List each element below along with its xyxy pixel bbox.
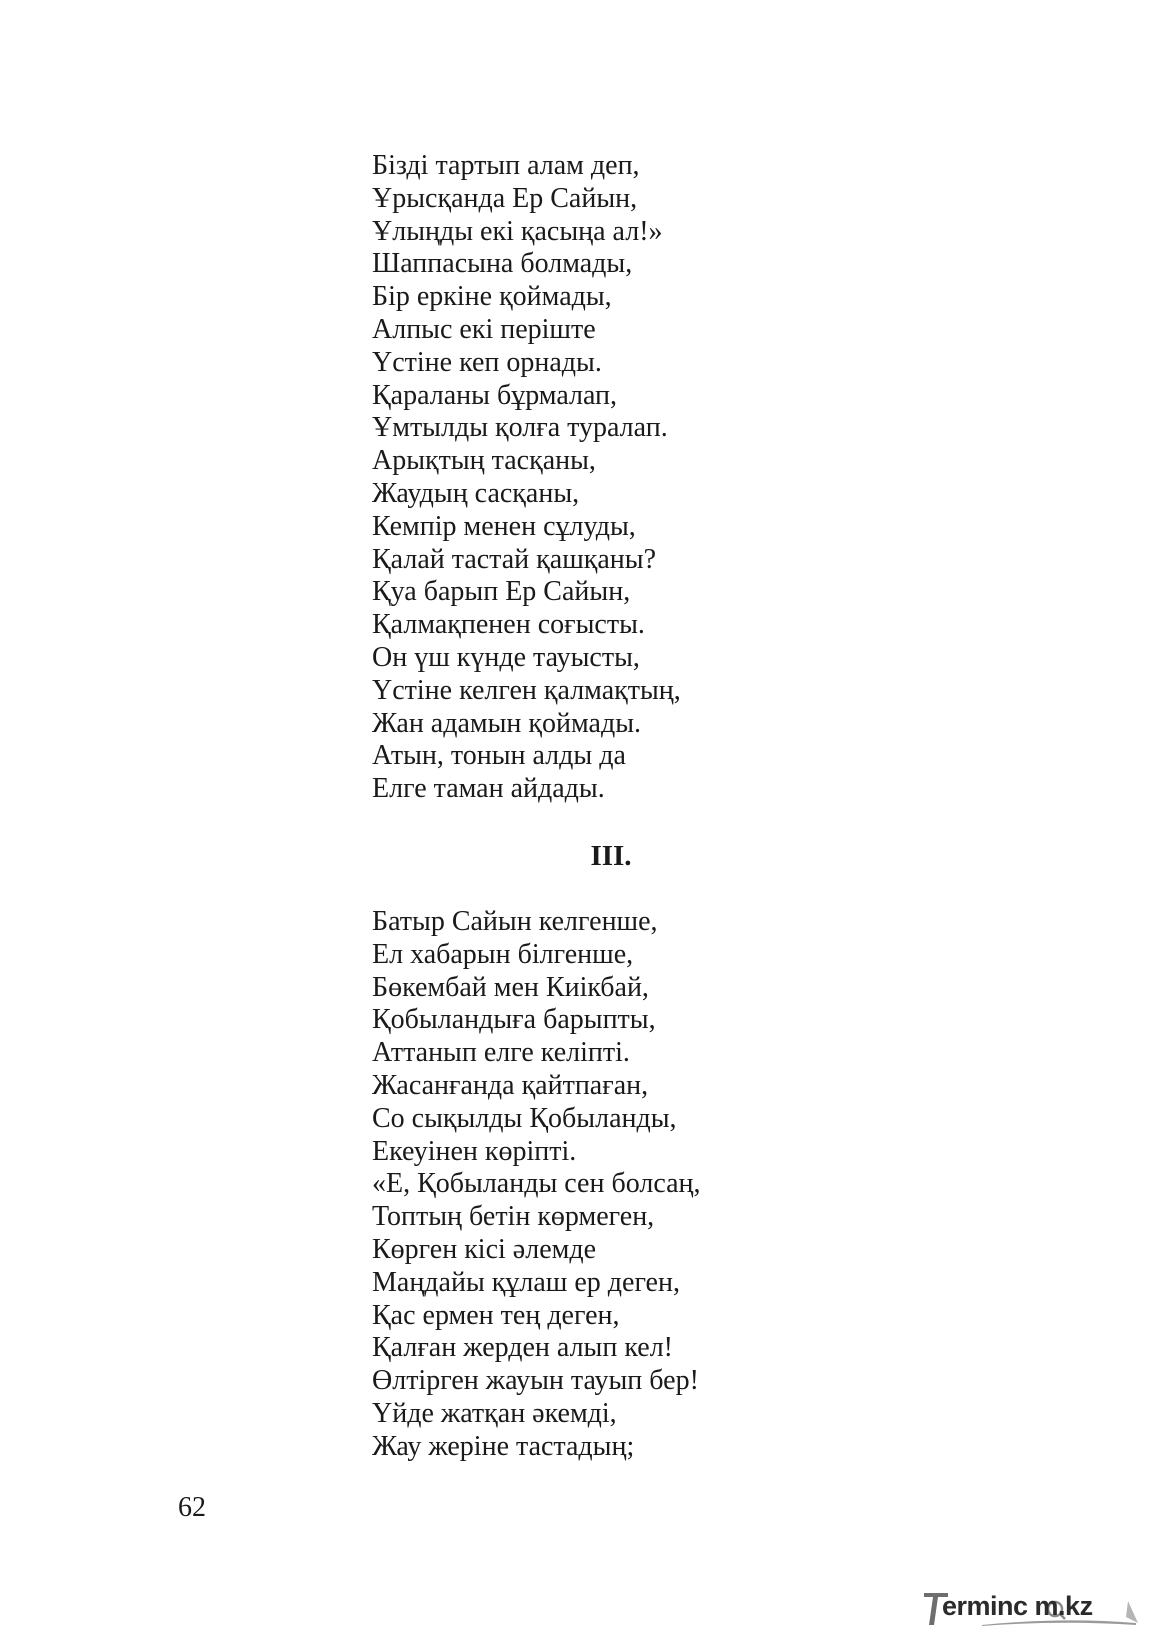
poem-line: Ұлыңды екі қасыңа ал!» <box>372 215 663 247</box>
poem-line: Жаудың сасқаны, <box>372 477 580 509</box>
poem-line: Қуа барып Ер Сайын, <box>372 576 631 608</box>
poem-line: Шаппасына болмады, <box>372 248 633 280</box>
page-number: 62 <box>178 1492 206 1523</box>
watermark-logo <box>922 1587 1144 1627</box>
poem-line: Со сықылды Қобыланды, <box>372 1102 677 1134</box>
poem-line: Екеуінен көріпті. <box>372 1135 577 1167</box>
poem-line: Үстіне келген қалмақтың, <box>372 674 681 706</box>
poem-line: Он үш күнде тауысты, <box>372 641 640 673</box>
poem-line: Өлтірген жауын тауып бер! <box>372 1365 699 1397</box>
poem-line: Қобыландыға барыпты, <box>372 1004 656 1036</box>
poem-line: Аттанып елге келіпті. <box>372 1037 630 1069</box>
poem-line: Көрген кісі әлемде <box>372 1233 597 1265</box>
poem-line: Қалмақпенен соғысты. <box>372 609 645 641</box>
poem-line: Үстіне кеп орнады. <box>372 346 602 378</box>
poem-line: Арықтың тасқаны, <box>372 445 596 477</box>
poem-line: Атын, тонын алды да <box>372 740 626 772</box>
poem-line: Жан адамын қоймады. <box>372 707 642 739</box>
poem-line: Қас ермен тең деген, <box>372 1299 620 1331</box>
poem-line: Бөкембай мен Киікбай, <box>372 971 649 1003</box>
section-heading: ІІІ. <box>590 840 632 872</box>
poem-line: Ел хабарын білгенше, <box>372 938 634 970</box>
poem-line: Елге таман айдады. <box>372 773 605 805</box>
poem-line: Жау жеріне тастадың; <box>372 1430 635 1462</box>
poem-line: Жасанғанда қайтпаған, <box>372 1069 649 1101</box>
poem-line: Қараланы бұрмалап, <box>372 379 618 411</box>
poem-line: Ұмтылды қолға туралап. <box>372 412 668 444</box>
poem-line: Ұрысқанда Ер Сайын, <box>372 182 638 214</box>
poem-line: Қалай тастай қашқаны? <box>372 543 657 575</box>
poem-stanza-1 <box>372 150 681 806</box>
poem-line: Үйде жатқан әкемді, <box>372 1397 617 1429</box>
poem-line: Қалған жерден алып кел! <box>372 1332 673 1364</box>
poem-line: Топтың бетін көрмеген, <box>372 1201 655 1233</box>
poem-line: Кемпір менен сұлуды, <box>372 510 636 542</box>
watermark-text: erminc m.kz <box>942 1591 1093 1621</box>
poem-line: Алпыс екі періште <box>372 313 596 345</box>
poem-line: Батыр Сайын келгенше, <box>372 906 658 937</box>
poem-line: Бір еркіне қоймады, <box>372 281 612 313</box>
poem-line: Маңдайы құлаш ер деген, <box>372 1266 680 1298</box>
poem-line: «Е, Қобыланды сен болсаң, <box>372 1168 701 1200</box>
poem-line: Бізді тартып алам деп, <box>372 150 640 181</box>
poem-stanza-2 <box>372 906 701 1464</box>
